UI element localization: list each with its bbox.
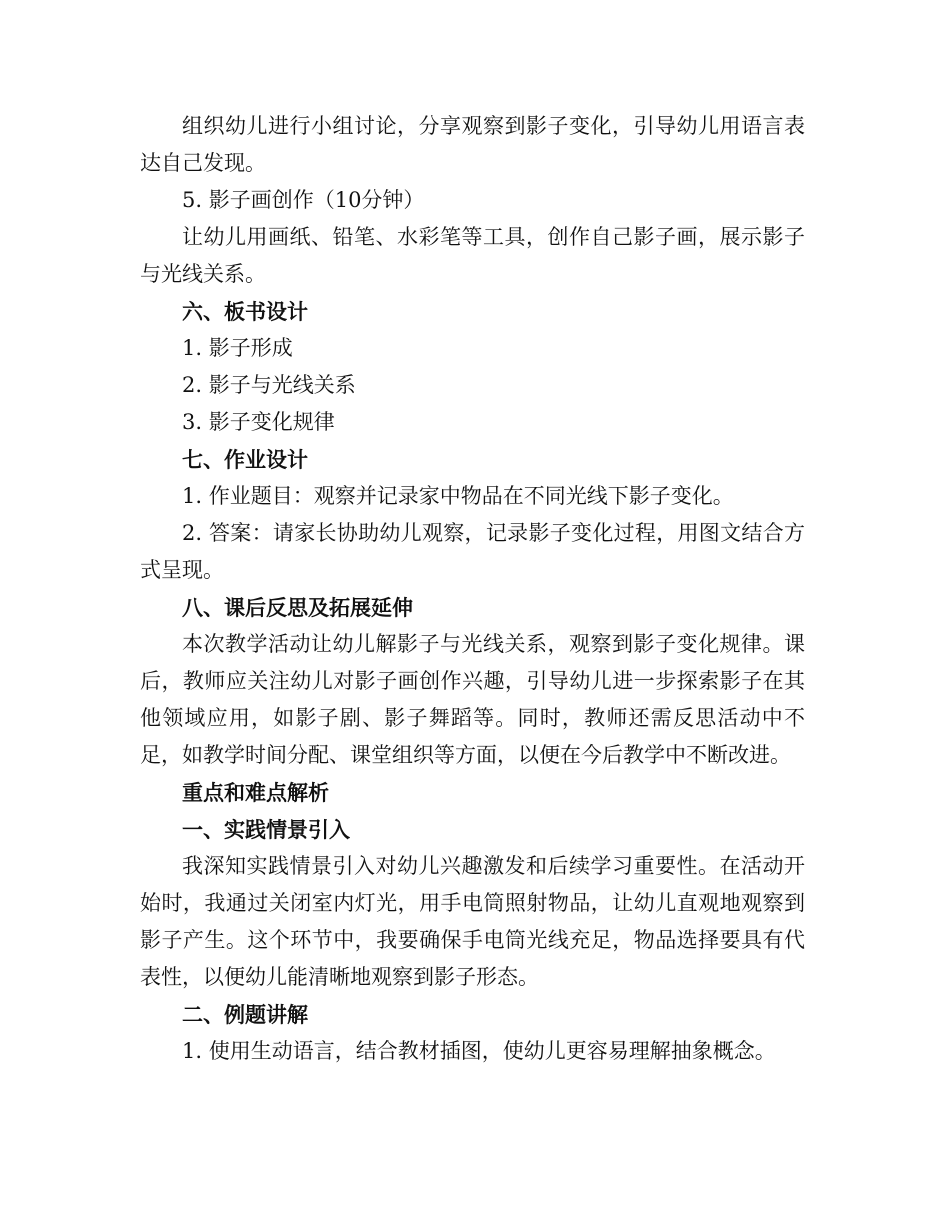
step-5-heading: 5. 影子画创作（10分钟） (182, 188, 425, 212)
discussion-paragraph: 组织幼儿进行小组讨论，分享观察到影子变化，引导幼儿用语言表达自己发现。 (140, 114, 805, 175)
document-body (140, 108, 805, 1070)
reflection-paragraph: 本次教学活动让幼儿解影子与光线关系，观察到影子变化规律。课后，教师应关注幼儿对影子画创作兴趣，引导幼儿进一步探索影子在其他领域应用，如影子剧、影子舞蹈等。同时，教师还需反思活动中不足，如教学时间分配、课堂组织等方面，以便在今后教学中不断改进。 (140, 632, 805, 767)
section-heading-reflection: 八、课后反思及拓展延伸 (182, 595, 413, 620)
homework-item-question: 1. 作业题目：观察并记录家中物品在不同光线下影子变化。 (182, 484, 734, 508)
homework-item-answer: 2. 答案：请家长协助幼儿观察，记录影子变化过程，用图文结合方式呈现。 (140, 521, 805, 582)
blackboard-list-item: 3. 影子变化规律 (182, 410, 335, 434)
blackboard-list-item: 2. 影子与光线关系 (182, 373, 356, 397)
practice-intro-paragraph: 我深知实践情景引入对幼儿兴趣激发和后续学习重要性。在活动开始时，我通过关闭室内灯光，用手电筒照射物品，让幼儿直观地观察到影子产生。这个环节中，我要确保手电筒光线充足，物品选择要具有代表性，以便幼儿能清晰地观察到影子形态。 (140, 854, 805, 989)
section-heading-blackboard-design: 六、板书设计 (182, 299, 308, 324)
example-explanation-item: 1. 使用生动语言，结合教材插图，使幼儿更容易理解抽象概念。 (182, 1039, 776, 1063)
section-heading-key-points: 重点和难点解析 (182, 780, 329, 805)
section-heading-practice-intro: 一、实践情景引入 (182, 817, 350, 842)
shadow-drawing-paragraph: 让幼儿用画纸、铅笔、水彩笔等工具，创作自己影子画，展示影子与光线关系。 (140, 225, 805, 286)
section-heading-example-explanation: 二、例题讲解 (182, 1002, 308, 1027)
blackboard-list-item: 1. 影子形成 (182, 336, 293, 360)
section-heading-homework-design: 七、作业设计 (182, 447, 308, 472)
